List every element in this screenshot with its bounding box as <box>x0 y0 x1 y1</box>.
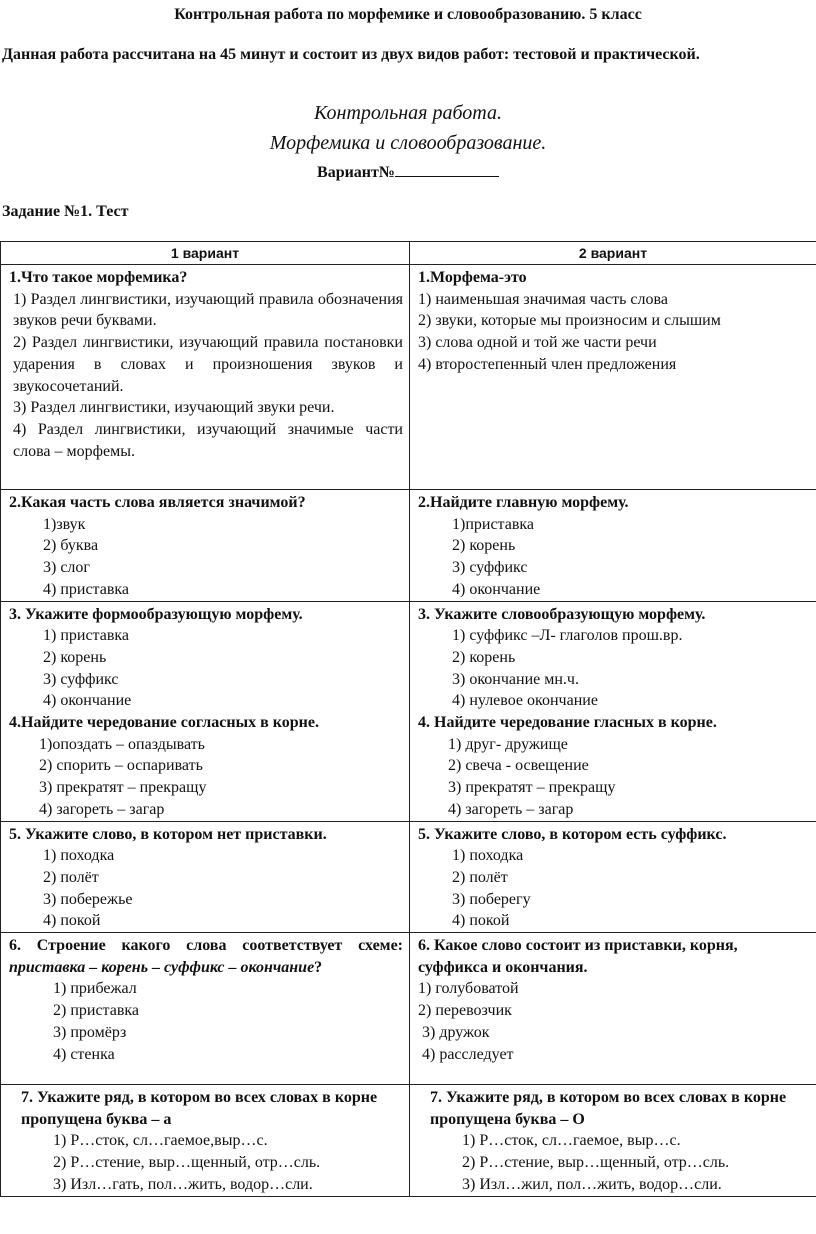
v1-q1-option: 1) Раздел лингвистики, изучающий правила обозначения звуков речи буквами. <box>13 290 403 330</box>
v2-q6-option: 1) голубоватой <box>418 980 519 998</box>
v1-q4-option: 2) спорить – оспаривать <box>39 757 203 775</box>
v1-q4-title: 4.Найдите чередование согласных в корне. <box>9 714 319 732</box>
v2-q5-option: 2) полёт <box>452 868 508 886</box>
v2-q1-option: 4) второстепенный член предложения <box>418 355 677 373</box>
v2-q3-option: 1) суффикс –Л- глаголов прош.вр. <box>452 627 683 645</box>
v1-q1-title: 1.Что такое морфемика? <box>9 269 188 286</box>
v2-q1-title: 1.Морфема-это <box>418 269 527 286</box>
v2-q2-option: 1)приставка <box>452 515 535 533</box>
v1-q4-option: 3) прекратят – прекращу <box>39 779 207 797</box>
subtitle-line2: Морфемика и словообразование. <box>269 132 547 154</box>
v1-q1-option: 4) Раздел лингвистики, изучающий значимые части слова – морфемы. <box>13 420 403 460</box>
v2-q6-option: 2) перевозчик <box>418 1002 512 1020</box>
v2-q3-option: 4) нулевое окончание <box>452 692 598 710</box>
v2-q7-option: 1) Р…сток, сл…гаемое, выр…с. <box>462 1132 681 1150</box>
v1-q4-option: 1)опоздать – опаздывать <box>39 735 205 753</box>
v2-q3-title: 3. Укажите словообразующую морфему. <box>418 605 706 623</box>
v1-q6-option: 4) стенка <box>53 1045 115 1063</box>
v1-q5-title: 5. Укажите слово, в котором нет приставки. <box>9 825 327 843</box>
v1-q3-option: 4) окончание <box>43 692 132 710</box>
v2-q5-option: 3) поберегу <box>452 890 531 908</box>
v1-q7-option: 3) Изл…гать, пол…жить, водор…сли. <box>53 1175 313 1193</box>
v2-q4-option: 3) прекратят – прекращу <box>448 779 616 797</box>
table-row <box>1 490 816 602</box>
table-row <box>1 1085 816 1197</box>
v1-q3-option: 1) приставка <box>43 627 130 645</box>
task-title: Задание №1. Тест <box>2 203 129 220</box>
v2-q4-option: 2) свеча - освещение <box>448 757 589 775</box>
v2-q1-option: 3) слова одной и той же части речи <box>418 334 657 352</box>
v2-q3-option: 3) окончание мн.ч. <box>452 670 579 688</box>
v1-q5-option: 3) побережье <box>43 890 133 908</box>
v2-q7-option: 2) Р…стение, выр…щенный, отр…сль. <box>462 1154 730 1172</box>
v1-q2-option: 1)звук <box>43 515 86 533</box>
table-row <box>1 821 816 933</box>
v1-q6-title <box>9 935 403 978</box>
v2-q5-title: 5. Укажите слово, в котором есть суффикс. <box>418 825 727 843</box>
v1-q3-title: 3. Укажите формообразующую морфему. <box>9 605 303 623</box>
v2-q7-option: 3) Изл…жил, пол…жить, водор…сли. <box>462 1175 722 1193</box>
variant-line <box>0 160 816 182</box>
v1-q2-option: 3) слог <box>43 559 90 577</box>
v1-q1-option: 3) Раздел лингвистики, изучающий звуки речи. <box>13 399 335 417</box>
v1-q5-option: 2) полёт <box>43 868 99 886</box>
v1-q4-option: 4) загореть – загар <box>39 800 165 818</box>
intro-text: Данная работа рассчитана на 45 минут и состоит из двух видов работ: тестовой и практической. <box>2 46 700 63</box>
v2-q6-option: 4) расследует <box>422 1045 514 1063</box>
v2-q4-option: 1) друг- дружище <box>448 735 568 753</box>
v1-q1-option: 2) Раздел лингвистики, изучающий правила постановки ударения в словах и произношения звуков и звукосочетаний. <box>13 334 403 395</box>
table-row <box>1 601 816 821</box>
v1-q7-option: 1) Р…сток, сл…гаемое,выр…с. <box>53 1132 268 1150</box>
subtitle-line1: Контрольная работа. <box>314 102 502 124</box>
v1-q6-title-a: 6. Строение какого слова соответствует схеме: <box>9 937 403 955</box>
v2-q2-option: 3) суффикс <box>452 559 528 577</box>
v2-q5-option: 4) покой <box>452 912 510 930</box>
v2-q5-option: 1) походка <box>452 847 524 865</box>
v1-q3-option: 2) корень <box>43 648 107 666</box>
v2-q2-option: 2) корень <box>452 537 516 555</box>
v1-q6-option: 2) приставка <box>53 1002 140 1020</box>
column-variant-2: 2 вариант <box>410 242 816 265</box>
v1-q3-option: 3) суффикс <box>43 670 119 688</box>
table-row <box>1 933 816 1085</box>
v1-q5-option: 1) походка <box>43 847 115 865</box>
v1-q6-scheme: приставка – корень – суффикс – окончание <box>9 958 315 976</box>
v1-q5-option: 4) покой <box>43 912 101 930</box>
v2-q6-title: 6. Какое слово состоит из приставки, корня, суффикса и окончания. <box>418 937 738 976</box>
v2-q1-option: 2) звуки, которые мы произносим и слышим <box>418 312 721 330</box>
v1-q2-option: 4) приставка <box>43 580 130 598</box>
v1-q7-option: 2) Р…стение, выр…щенный, отр…сль. <box>53 1154 321 1172</box>
test-table <box>0 241 816 1197</box>
v1-q7-title: 7. Укажите ряд, в котором во всех словах в корне пропущена буква – а <box>21 1089 378 1128</box>
table-header-row <box>1 242 816 265</box>
column-variant-1: 1 вариант <box>1 242 410 265</box>
table-row <box>1 265 816 490</box>
v2-q6-option: 3) дружок <box>422 1023 490 1041</box>
variant-blank <box>395 160 499 177</box>
v2-q2-title: 2.Найдите главную морфему. <box>418 494 629 511</box>
v1-q6-option: 3) промёрз <box>53 1023 127 1041</box>
v1-q2-option: 2) буква <box>43 537 99 555</box>
variant-label: Вариант№ <box>317 164 395 181</box>
v2-q4-option: 4) загореть – загар <box>448 800 574 818</box>
v2-q1-option: 1) наименьшая значимая часть слова <box>418 290 668 308</box>
v1-q6-title-c: ? <box>314 958 323 976</box>
document-title: Контрольная работа по морфемике и словообразованию. 5 класс <box>174 6 642 23</box>
v2-q2-option: 4) окончание <box>452 580 541 598</box>
v1-q6-option: 1) прибежал <box>53 980 137 998</box>
v2-q7-title: 7. Укажите ряд, в котором во всех словах в корне пропущена буква – О <box>430 1089 787 1128</box>
v2-q3-option: 2) корень <box>452 648 516 666</box>
v2-q4-title: 4. Найдите чередование гласных в корне. <box>418 714 717 732</box>
v1-q2-title: 2.Какая часть слова является значимой? <box>9 494 306 511</box>
